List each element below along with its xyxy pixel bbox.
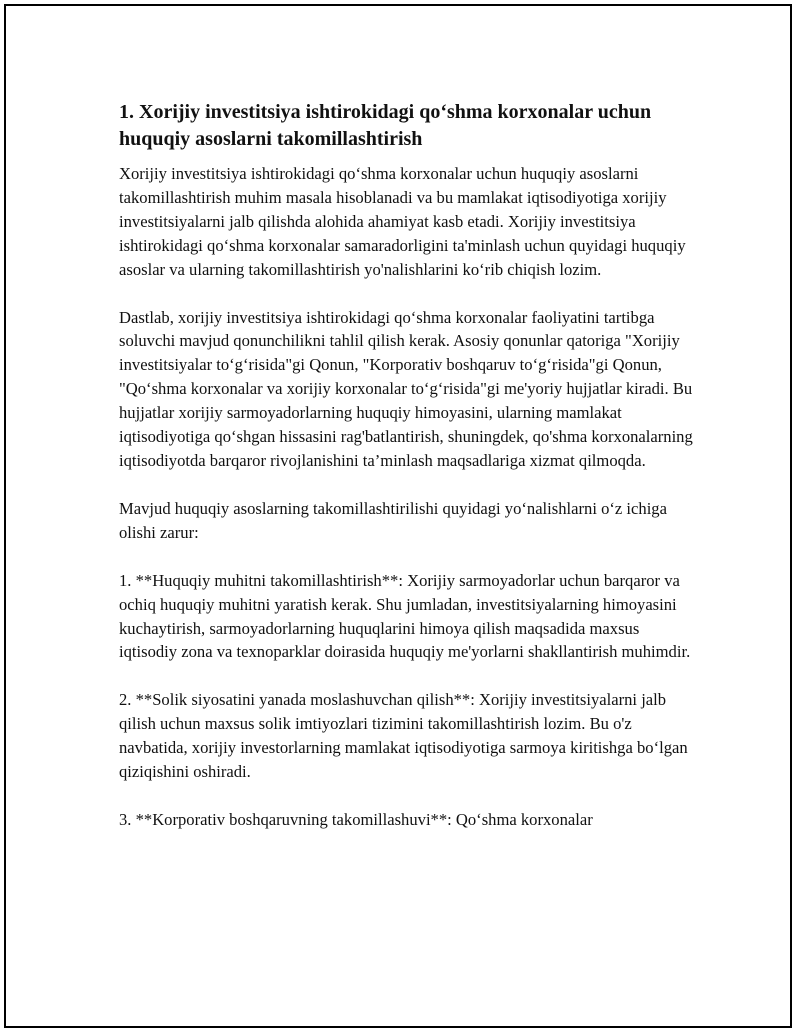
paragraph-directions-intro: Mavjud huquqiy asoslarning takomillashtirilishi quyidagi yo‘nalishlarni o‘z ichiga olishi zarur: [119,498,667,542]
document-page [4,4,792,1028]
section-title: 1. Xorijiy investitsiya ishtirokidagi qo‘shma korxonalar uchun huquqiy asoslarni takomillashtirish [119,101,652,150]
list-item-corporate-governance: 3. **Korporativ boshqaruvning takomillashuvi**: Qo‘shma korxonalar [119,809,593,829]
paragraph-intro: Xorijiy investitsiya ishtirokidagi qo‘shma korxonalar uchun huquqiy asoslarni takomillashtirish muhim masala hisoblanadi va bu mamlakat iqtisodiyotiga xorijiy investitsiyalarni jalb qilishda alohida ahamiyat kasb etadi. Xorijiy investitsiya ishtirokidagi qo‘shma korxonalar samaradorligini ta'minlash uchun quyidagi huquqiy asoslar va ularning takomillashtirish yo'nalishlarini ko‘rib chiqish lozim. [119,164,686,279]
document-body [119,99,699,856]
paragraph-legislation: Dastlab, xorijiy investitsiya ishtirokidagi qo‘shma korxonalar faoliyatini tartibga soluvchi mavjud qonunchilikni tahlil qilish kerak. Asosiy qonunlar qatoriga "Xorijiy investitsiyalar to‘g‘risida"gi Qonun, "Korporativ boshqaruv to‘g‘risida"gi Qonun, "Qo‘shma korxonalar va xorijiy korxonalar to‘g‘risida"gi me'yoriy hujjatlar kiradi. Bu hujjatlar xorijiy sarmoyadorlarning huquqiy himoyasini, ularning mamlakat iqtisodiyotiga qo‘shgan hissasini rag'batlantirish, shuningdek, qo'shma korxonalarning iqtisodiyotda barqaror rivojlanishini ta’minlash maqsadlariga xizmat qilmoqda. [119,307,693,470]
list-item-tax-policy: 2. **Solik siyosatini yanada moslashuvchan qilish**: Xorijiy investitsiyalarni jalb qilish uchun maxsus solik imtiyozlari tizimini takomillashtirish lozim. Bu o'z navbatida, xorijiy investorlarning mamlakat iqtisodiyotiga sarmoya kiritishga bo‘lgan qiziqishini oshiradi. [119,690,688,782]
list-item-legal-environment: 1. **Huquqiy muhitni takomillashtirish**: Xorijiy sarmoyadorlar uchun barqaror va ochiq huquqiy muhitni yaratish kerak. Shu jumladan, investitsiyalarning himoyasini kuchaytirish, sarmoyadorlarning huquqlarini himoya qilish maqsadida maxsus iqtisodiy zona va texnoparklar doirasida huquqiy me'yorlarni shakllantirish muhimdir. [119,570,691,662]
